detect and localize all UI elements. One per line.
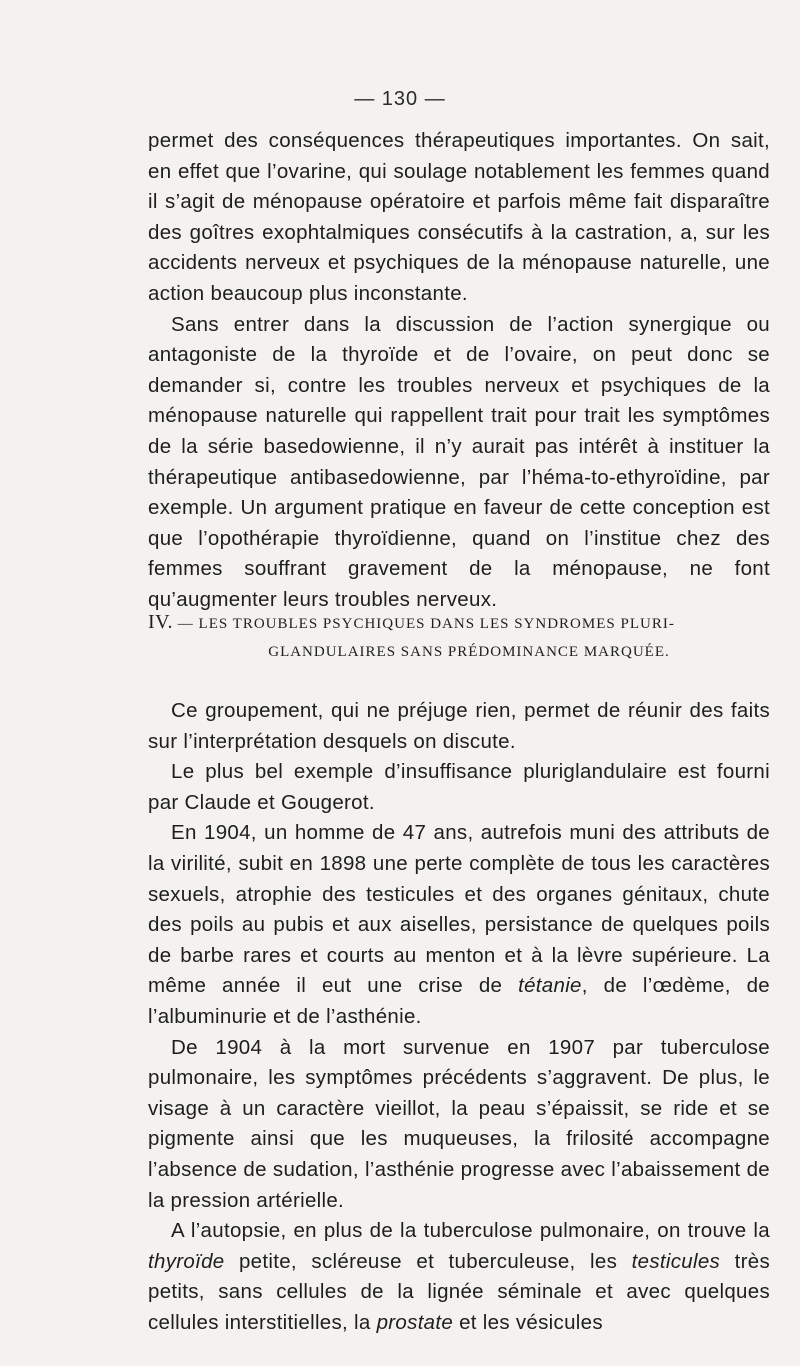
paragraph <box>148 1216 770 1338</box>
paragraph-text: très petits, sans cellules de la lignée séminale et avec quelques cellules interstitielles, la <box>148 1249 770 1334</box>
italic-term: testicules <box>631 1249 721 1273</box>
paragraph-text: En 1904, un homme de 47 ans, autrefois muni des attributs de la virilité, subit en 1898 une perte complète de tous les caractères sexuels, atrophie des testicules et des organes génitaux, chute des poils au pubis et aux aiselles, persistance de quelques poils de barbe rares et courts au menton et à la lèvre supérieure. La même année il eut une crise de <box>148 821 770 998</box>
paragraph <box>148 818 770 1032</box>
paragraph <box>148 310 770 616</box>
section-title-line-1: LES TROUBLES PSYCHIQUES DANS LES SYNDROMES PLURI- <box>198 616 675 632</box>
paragraph-text: , de l’œdème, de l’albuminurie et de l’asthénie. <box>148 974 770 1028</box>
italic-term: prostate <box>376 1310 454 1334</box>
paragraph-text: permet des conséquences thérapeutiques importantes. On sait, en effet que l’ovarine, qui soulage notablement les femmes quand il s’agit de ménopause opératoire et parfois même fait disparaître des goîtres exophtalmiques consécutifs à la castration, a, sur les accidents nerveux et psychiques de la ménopause naturelle, une action beaucoup plus inconstante. <box>148 129 770 305</box>
italic-term: tétanie <box>518 974 582 998</box>
section-title-line-2: GLANDULAIRES SANS PRÉDOMINANCE MARQUÉE. <box>268 644 670 660</box>
paragraph <box>148 1033 770 1217</box>
paragraph-text: petite, scléreuse et tuberculeuse, les <box>224 1249 632 1273</box>
paragraph-text: et les vésicules <box>453 1310 603 1334</box>
italic-term: thyroïde <box>148 1249 225 1273</box>
paragraph-text: Ce groupement, qui ne préjuge rien, permet de réunir des faits sur l’interprétation desquels on discute. <box>148 699 770 753</box>
paragraph-text: Le plus bel exemple d’insuffisance pluriglandulaire est fourni par Claude et Gougerot. <box>148 760 770 814</box>
section-heading-line-1 <box>148 608 770 638</box>
paragraph <box>148 696 770 757</box>
paragraph-text: De 1904 à la mort survenue en 1907 par tuberculose pulmonaire, les symptômes précédents s’aggravent. De plus, le visage à un caractère vieillot, la peau s’épaissit, se ride et se pigmente ainsi que les muqueuses, la frilosité accompagne l’absence de sudation, l’asthénie progresse avec l’abaissement de la pression artérielle. <box>148 1035 770 1212</box>
paragraph-text: Sans entrer dans la discussion de l’action synergique ou antagoniste de la thyroïde et de l’ovaire, on peut donc se demander si, contre les troubles nerveux et psychiques de la ménopause naturelle qui rappellent trait pour trait les symptômes de la série basedowienne, il n’y aurait pas intérêt à instituer la thérapeutique antibasedowienne, par l’héma-to-ethyroïdine, par exemple. Un argument pratique en faveur de cette conception est que l’opothérapie thyroïdienne, quand on l’institue chez des femmes souffrant gravement de la ménopause, ne font qu’augmenter leurs troubles nerveux. <box>148 312 770 611</box>
section-dash: — <box>177 616 194 632</box>
section-number: IV. <box>148 611 174 633</box>
text-block-bottom <box>148 696 770 1338</box>
section-heading <box>148 608 770 666</box>
paragraph <box>148 126 770 310</box>
text-block-top <box>148 126 770 616</box>
paragraph-text: A l’autopsie, en plus de la tuberculose pulmonaire, on trouve la <box>171 1219 770 1243</box>
paragraph <box>148 757 770 818</box>
page-number: — 130 — <box>354 88 446 110</box>
